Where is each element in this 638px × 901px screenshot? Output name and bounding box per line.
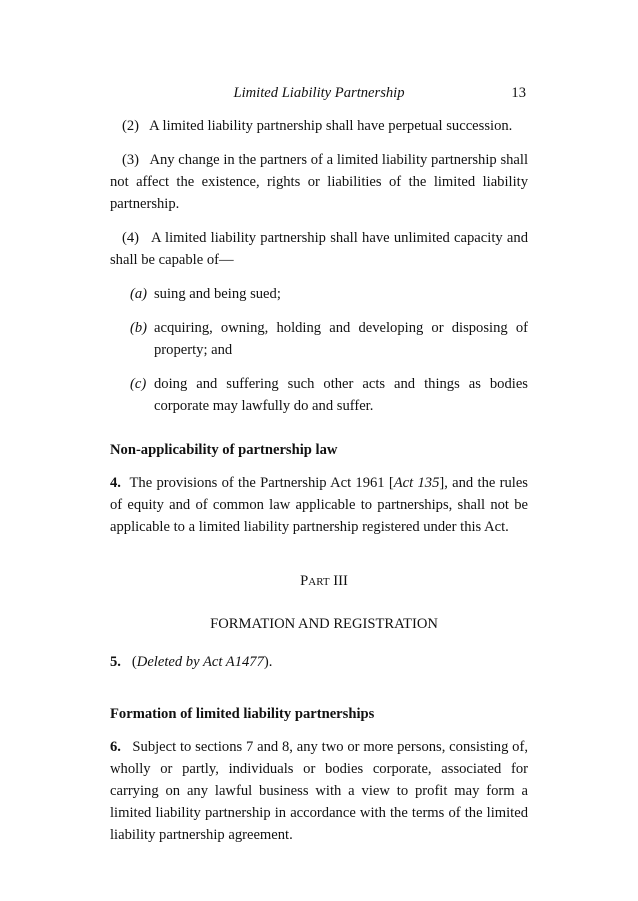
subsection-text: Any change in the partners of a limited liability partnership shall not affect the existence, rights or liabilities of the limited liability partnership. [110, 152, 529, 212]
section-number: 4. [110, 475, 121, 491]
paragraph-text: acquiring, owning, holding and developing or disposing of property; and [154, 320, 528, 358]
section-close-paren: ). [263, 654, 273, 670]
paragraph-label: (a) [130, 286, 148, 302]
act-reference: Act 135 [393, 475, 440, 491]
paragraph-label: (b) [130, 320, 148, 336]
subsection-4 [110, 227, 528, 271]
section-4 [110, 472, 528, 538]
section-number: 6. [110, 739, 121, 755]
paragraph-label: (c) [130, 376, 147, 392]
part-prefix-rest: ART [308, 576, 330, 588]
part-title: FORMATION AND REGISTRATION [210, 616, 438, 632]
paragraph-text: suing and being sued; [154, 286, 281, 302]
paragraph-b [110, 317, 528, 361]
section-6-heading: Formation of limited liability partnerships [110, 706, 375, 722]
paragraph-text: doing and suffering such other acts and things as bodies corporate may lawfully do and suffer. [154, 376, 528, 414]
section-5 [110, 651, 528, 673]
section-text: The provisions of the Partnership Act 1961 [ [129, 475, 394, 491]
section-6 [110, 736, 528, 846]
part-number [110, 570, 528, 593]
section-4-heading: Non-applicability of partnership law [110, 442, 338, 458]
subsection-2 [110, 115, 528, 137]
paragraph-a [110, 283, 528, 305]
page-header [110, 82, 528, 104]
document-page [110, 82, 528, 856]
deleted-note: Deleted by Act A1477 [136, 654, 264, 670]
page-number: 13 [511, 85, 526, 101]
section-text: Subject to sections 7 and 8, any two or more persons, consisting of, wholly or partly, individuals or bodies corporate, associated for carrying on any lawful business with a view to profit may form a limited liability partnership in accordance with the terms of the limited liability partnership agreement. [110, 739, 528, 843]
subsection-number: (2) [122, 118, 140, 134]
section-text-continued: ], and the rules of equity and of common law applicable to partnerships, shall not be applicable to a limited liability partnership registered under this Act. [110, 475, 528, 535]
part-prefix-initial: P [300, 573, 309, 589]
paragraph-c [110, 373, 528, 417]
subsection-text: A limited liability partnership shall have perpetual succession. [149, 118, 513, 134]
subsection-text: A limited liability partnership shall have unlimited capacity and shall be capable of— [110, 230, 528, 268]
running-title: Limited Liability Partnership [233, 85, 405, 101]
section-number: 5. [110, 654, 121, 670]
part-roman-number: III [333, 573, 348, 589]
section-open-paren: ( [131, 654, 137, 670]
subsection-number: (3) [122, 152, 140, 168]
subsection-number: (4) [122, 230, 140, 246]
subsection-3 [110, 149, 528, 215]
